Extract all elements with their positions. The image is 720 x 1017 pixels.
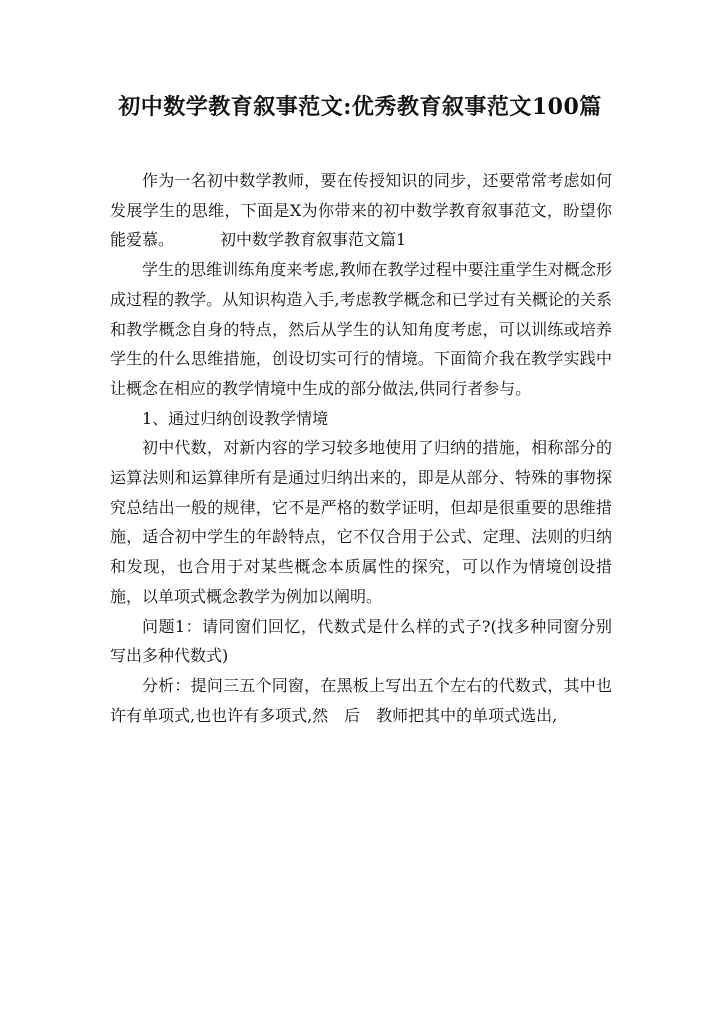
document-body (110, 166, 612, 730)
document-title: 初中数学教育叙事范文:优秀教育叙事范文100篇 (118, 94, 602, 120)
paragraph: 初中代数，对新内容的学习较多地使用了归纳的措施，相称部分的运算法则和运算律所有是通过归纳出来的，即是从部分、特殊的事物探究总结出一般的规律，它不是严格的数学证明，但却是很重要的思维措施，适合初中学生的年龄特点，它不仅合用于公式、定理、法则的归纳和发现，也合用于对某些概念本质属性的探究，可以作为情境创设措施，以单项式概念教学为例加以阐明。 (110, 438, 612, 606)
paragraph-intro-text: 作为一名初中数学教师，要在传授知识的同步，还要常常考虑如何发展学生的思维，下面是X为你带来的初中数学教育叙事范文，盼望你能爱慕。 (110, 171, 612, 250)
paragraph: 分析：提问三五个同窗，在黑板上写出五个左右的代数式，其中也许有单项式,也也许有多项式,然 后 教师把其中的单项式选出, (110, 675, 612, 725)
paragraph: 学生的思维训练角度来考虑,教师在教学过程中要注重学生对概念形成过程的教学。从知识构造入手,考虑教学概念和已学过有关概论的关系和教学概念自身的特点，然后从学生的认知角度考虑，可以训练或培养学生的什么思维措施，创设切实可行的情境。下面简介我在教学实践中让概念在相应的教学情境中生成的部分做法,供同行者参与。 (110, 260, 612, 398)
paragraph-intro (110, 166, 612, 255)
subheading: 1、通过归纳创设教学情境 (142, 408, 329, 428)
paragraph: 问题1：请同窗们回忆，代数式是什么样的式子?(找多种同窗分别写出多种代数式) (110, 616, 612, 666)
section-heading: 初中数学教育叙事范文篇1 (220, 230, 407, 250)
